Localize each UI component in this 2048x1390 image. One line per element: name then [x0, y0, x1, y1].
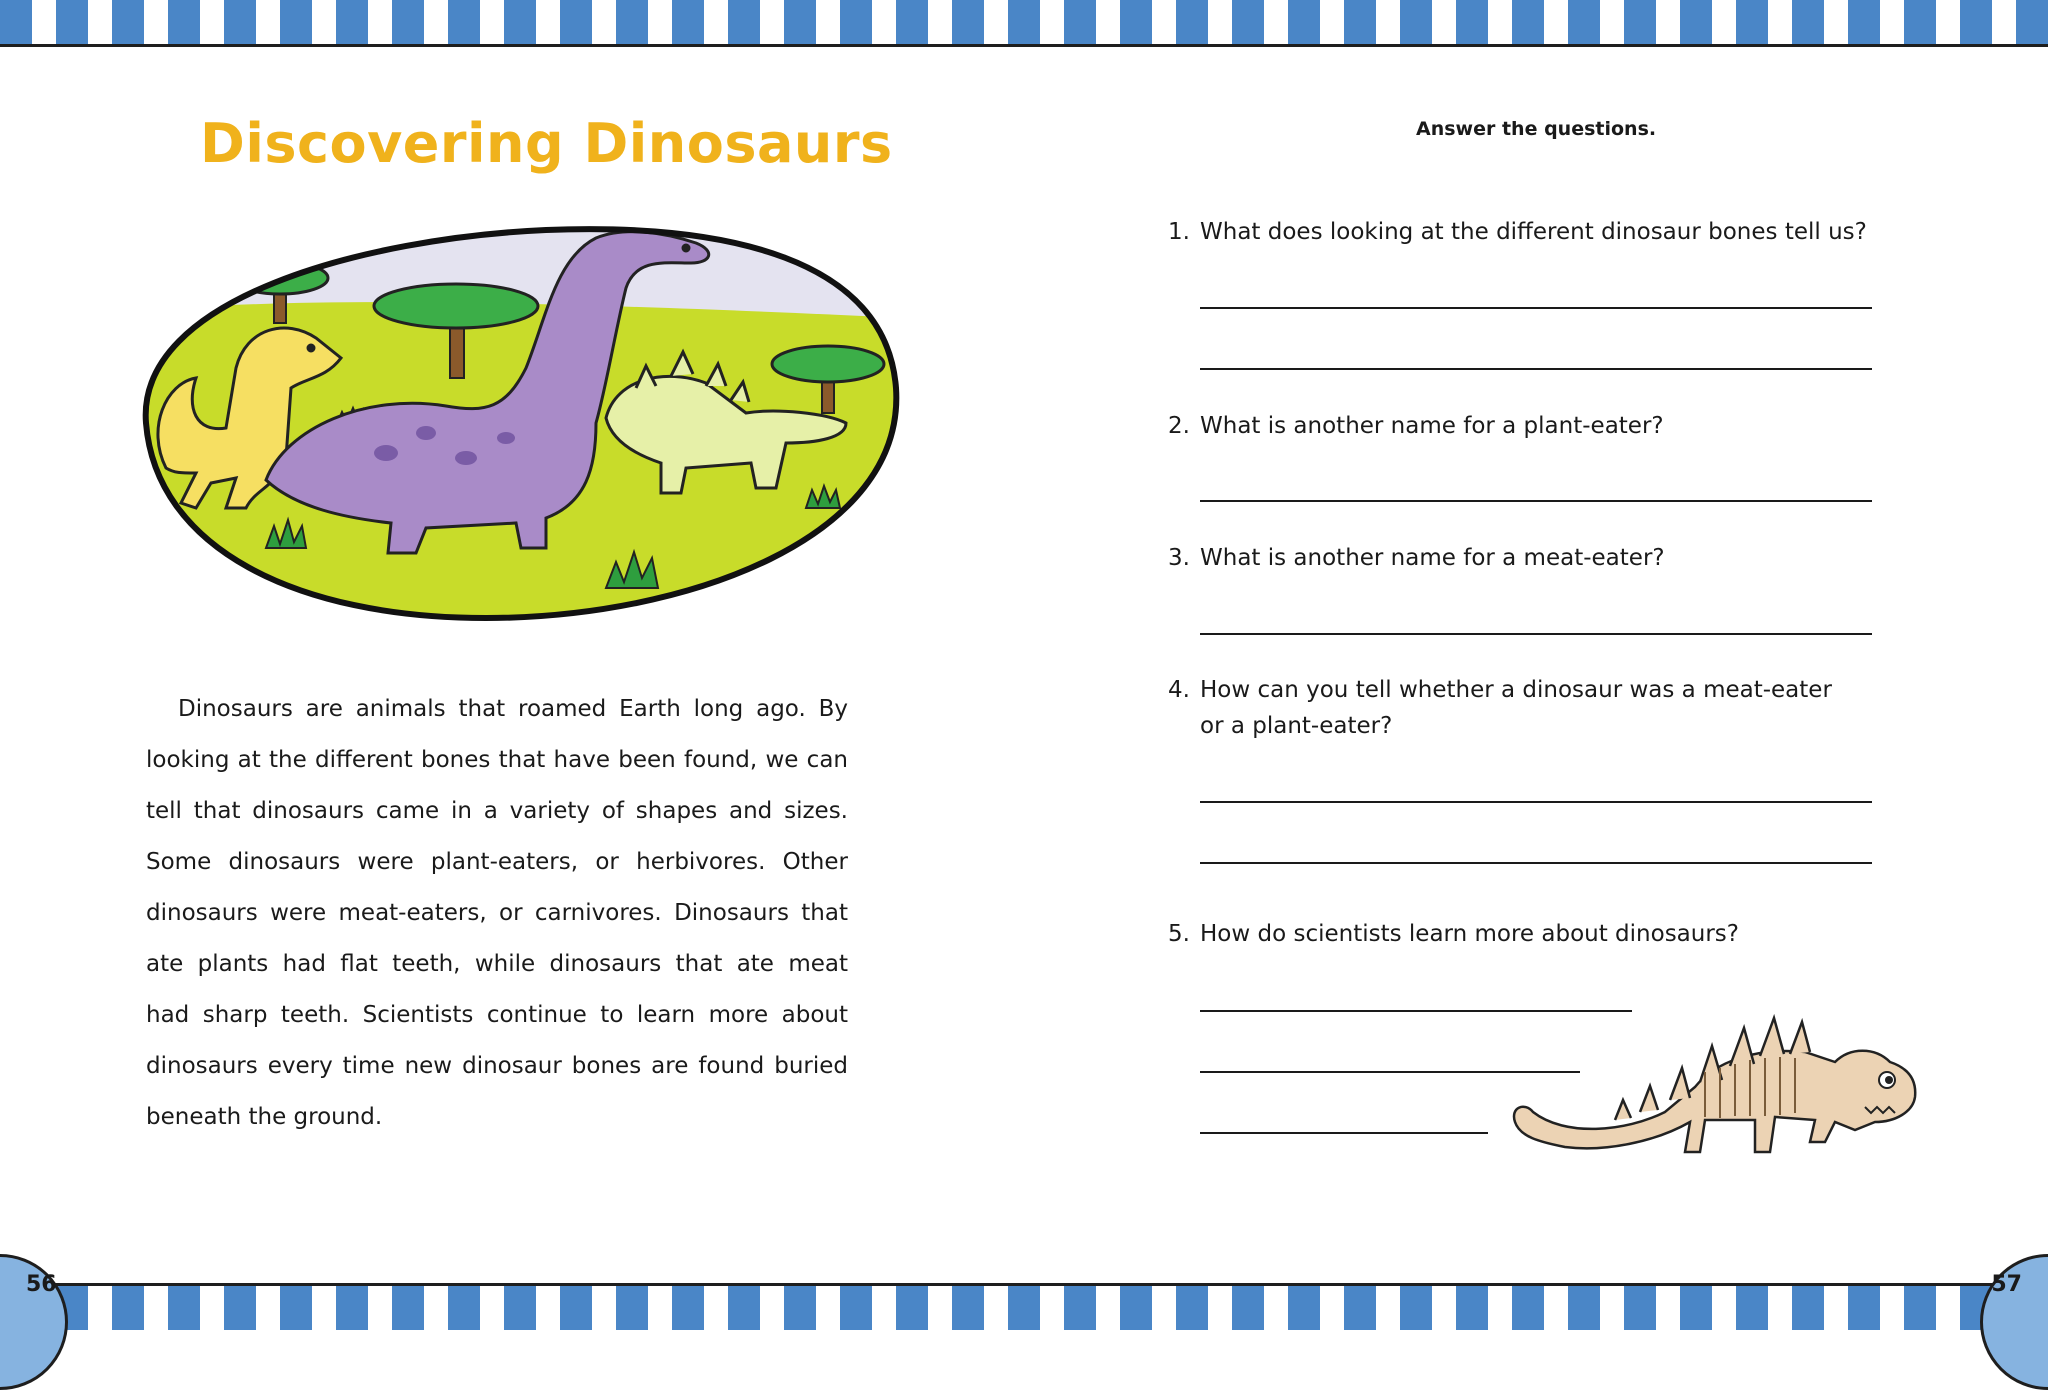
answer-line[interactable] [1200, 368, 1872, 370]
question-text: What does looking at the different dinosaur bones tell us? [1200, 219, 1867, 245]
question-number: 5. [1168, 921, 1190, 947]
question-2 [1168, 408, 1888, 444]
question-5 [1168, 916, 1888, 952]
passage-line: looking at the different bones that have been found, we can [146, 747, 848, 773]
bottom-stripe-border [0, 1283, 2048, 1330]
reading-passage [146, 684, 848, 1143]
question-number: 3. [1168, 545, 1190, 571]
question-3 [1168, 540, 1888, 576]
page-number-right: 57 [1991, 1272, 2022, 1297]
question-text: How can you tell whether a dinosaur was a meat-eater or a plant-eater? [1200, 677, 1832, 739]
top-stripe-border [0, 0, 2048, 47]
question-text: What is another name for a meat-eater? [1200, 545, 1665, 571]
passage-line: Some dinosaurs were plant-eaters, or herbivores. Other [146, 849, 848, 875]
passage-line: beneath the ground. [146, 1104, 383, 1130]
answer-line[interactable] [1200, 862, 1872, 864]
answer-line[interactable] [1200, 801, 1872, 803]
answer-line[interactable] [1200, 307, 1872, 309]
dinosaur-skeleton-icon [1505, 1002, 1925, 1192]
passage-line: dinosaurs were meat-eaters, or carnivores. Dinosaurs that [146, 900, 848, 926]
question-4 [1168, 672, 1888, 744]
answer-line[interactable] [1200, 1132, 1488, 1134]
answer-line[interactable] [1200, 633, 1872, 635]
passage-line: tell that dinosaurs came in a variety of shapes and sizes. [146, 798, 848, 824]
instruction-text: Answer the questions. [1416, 118, 1657, 140]
question-1 [1168, 214, 1888, 250]
page-number-left: 56 [26, 1272, 57, 1297]
question-text: How do scientists learn more about dinosaurs? [1200, 921, 1739, 947]
passage-line: Dinosaurs are animals that roamed Earth long ago. By [178, 696, 848, 722]
question-number: 1. [1168, 219, 1190, 245]
answer-line[interactable] [1200, 500, 1872, 502]
question-number: 2. [1168, 413, 1190, 439]
dinosaur-scene-illustration [126, 218, 906, 628]
passage-line: had sharp teeth. Scientists continue to learn more about [146, 1002, 848, 1028]
page-title: Discovering Dinosaurs [200, 112, 893, 175]
passage-line: ate plants had flat teeth, while dinosaurs that ate meat [146, 951, 848, 977]
question-text: What is another name for a plant-eater? [1200, 413, 1664, 439]
passage-line: dinosaurs every time new dinosaur bones are found buried [146, 1053, 848, 1079]
question-number: 4. [1168, 677, 1190, 703]
